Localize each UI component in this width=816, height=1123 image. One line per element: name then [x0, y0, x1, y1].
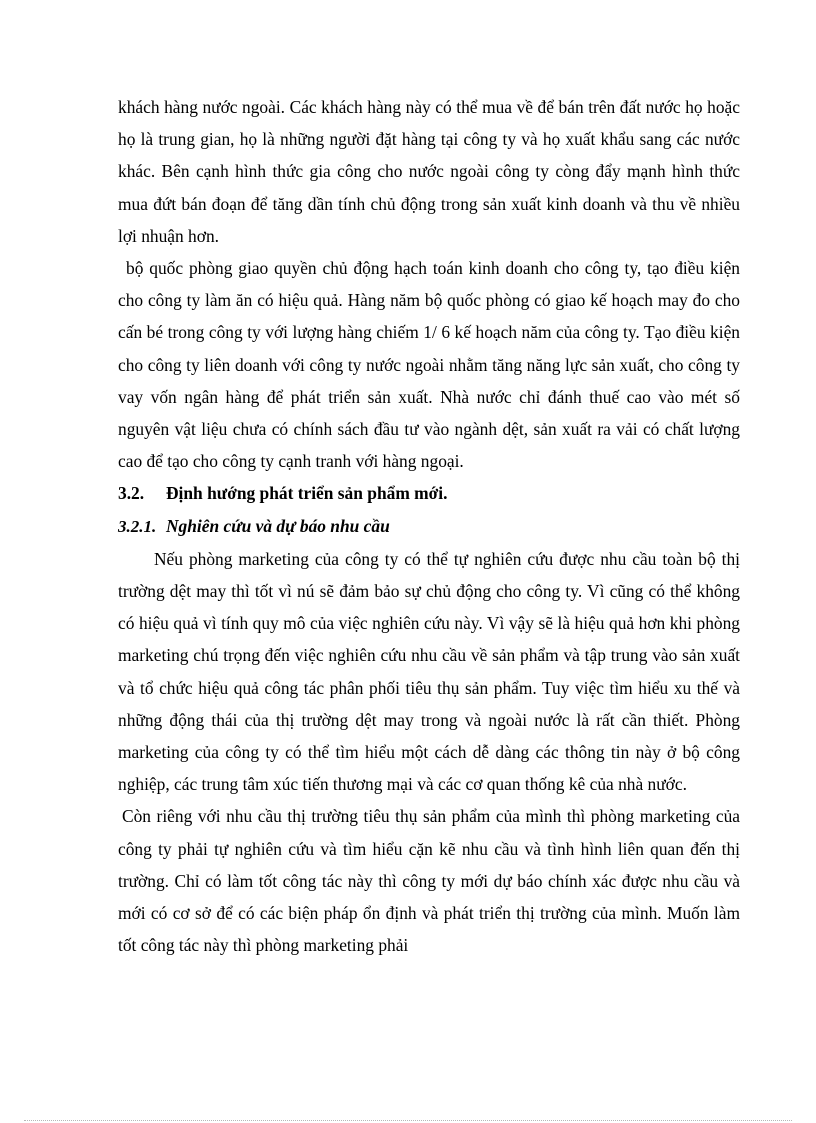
paragraph-defense-ministry: bộ quốc phòng giao quyền chủ động hạch toán kinh doanh cho công ty, tạo điều kiện cho công ty làm ăn có hiệu quả. Hàng năm bộ quốc phòng có giao kế hoạch may đo cho cấn bé trong công ty với lượng hàng chiếm 1/ 6 kế hoạch năm của công ty. Tạo điều kiện cho công ty liên doanh với công ty nước ngoài nhằm tăng năng lực sản xuất, cho công ty vay vốn ngân hàng để phát triển sản xuất. Nhà nước chỉ đánh thuế cao vào mét số nguyên vật liệu chưa có chính sách đầu tư vào ngành dệt, sản xuất ra vải có chất lượng cao để tạo cho công ty cạnh tranh với hàng ngoại.	[118, 258, 740, 472]
paragraph-foreign-customers: khách hàng nước ngoài. Các khách hàng này có thể mua về để bán trên đất nước họ hoặc họ là trung gian, họ là những người đặt hàng tại công ty và họ xuất khẩu sang các nước khác. Bên cạnh hình thức gia công cho nước ngoài công ty còng đẩy mạnh hình thức mua đứt bán đoạn để tăng dần tính chủ động trong sản xuất kinh doanh và thu về nhiều lợi nhuận hơn.	[118, 97, 740, 246]
subsection-number: 3.2.1.	[118, 516, 157, 536]
section-number: 3.2.	[118, 483, 145, 504]
paragraph-consumption-demand: Còn riêng với nhu cầu thị trường tiêu thụ sản phẩm của mình thì phòng marketing của công ty phải tự nghiên cứu và tìm hiểu cặn kẽ nhu cầu và tình hình liên quan đến thị trường. Chỉ có làm tốt công tác này thì công ty mới dự báo chính xác được nhu cầu và mới có cơ sở để có các biện pháp ổn định và phát triển thị trường của mình. Muốn làm tốt công tác này thì phòng marketing phải	[118, 806, 740, 956]
page-body	[118, 91, 740, 961]
paragraph-market-research: Nếu phòng marketing của công ty có thể tự nghiên cứu được nhu cầu toàn bộ thị trường dệt may thì tốt vì nú sẽ đảm bảo sự chủ động cho công ty. Vì cũng có thể không có hiệu quả vì tính quy mô của việc nghiên cứu này. Vì vậy sẽ là hiệu quả hơn khi phòng marketing chú trọng đến việc nghiên cứu nhu cầu về sản phẩm và tập trung vào sản xuất và tổ chức hiệu quả công tác phân phối tiêu thụ sản phẩm. Tuy việc tìm hiểu xu thế và những động thái của thị trường dệt may trong và ngoài nước là rất cần thiết. Phòng marketing của công ty có thể tìm hiểu một cách dễ dàng các thông tin này ở bộ công nghiệp, các trung tâm xúc tiến thương mại và các cơ quan thống kê của nhà nước.	[118, 548, 740, 795]
section-heading-3-2	[118, 477, 740, 509]
subsection-heading-3-2-1	[118, 510, 740, 543]
page-bottom-divider	[24, 1120, 792, 1121]
subsection-title: Nghiên cứu và dự báo nhu cầu	[166, 515, 390, 536]
section-title: Định hướng phát triển sản phẩm mới.	[166, 483, 448, 504]
